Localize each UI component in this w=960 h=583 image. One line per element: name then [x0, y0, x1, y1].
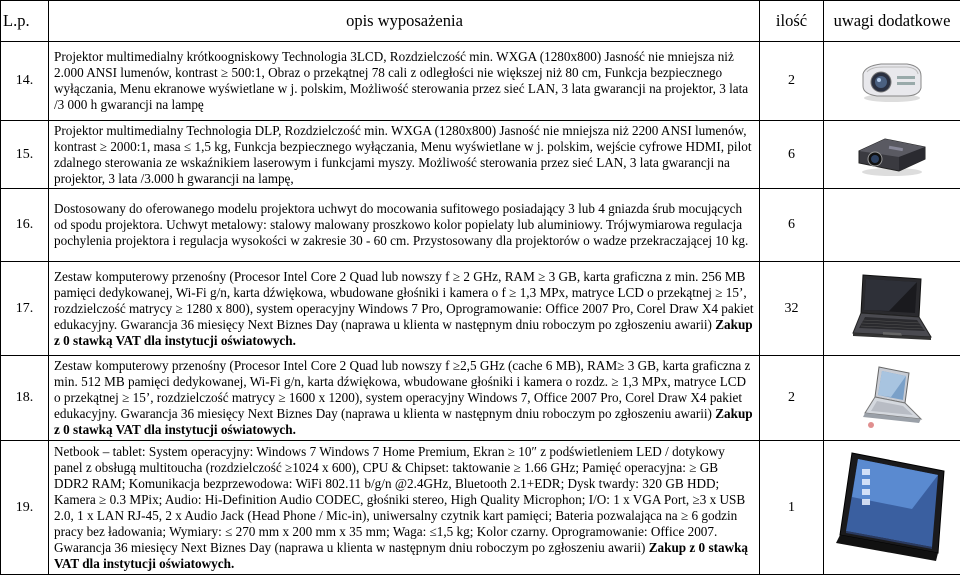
row-notes	[824, 42, 960, 121]
header-quantity: ilość	[760, 1, 824, 42]
table-row	[1, 262, 960, 356]
table-header-row	[1, 1, 960, 42]
row-description: Projektor multimedialny krótkoogniskowy Technologia 3LCD, Rozdzielczość min. WXGA (1280x800) Jasność nie mniejsza niż 2.000 ANSI lumenów, kontrast ≥ 500:1, Obraz o przekątnej 78 cali z odległości nie większej niż 80 cm, Funkcja bezpiecznego wyłączania, Menu ekranowe wyświetlane w j. polskim, Możliwość sterowania przez sieć LAN, 3 lata gwarancji na projektor, 3 lata /3 000 h gwarancji na lampę	[49, 42, 760, 121]
table-row	[1, 441, 960, 575]
table-row	[1, 42, 960, 121]
projector-icon	[824, 133, 960, 177]
table-row	[1, 189, 960, 262]
header-lp: L.p.	[1, 1, 49, 42]
row-number: 19.	[1, 441, 49, 575]
row-quantity: 32	[760, 262, 824, 356]
tablet-netbook-icon	[824, 449, 960, 567]
table-row	[1, 121, 960, 189]
row-notes	[824, 189, 960, 262]
row-description: Projektor multimedialny Technologia DLP, Rozdzielczość min. WXGA (1280x800) Jasność nie mniejsza niż 2200 ANSI lumenów, kontrast ≥ 2000:1, masa ≤ 1,5 kg, Funkcja bezpiecznego wyłączania, Menu wyświetlane w j. polskim, wejście cyfrowe HDMI, pilot zdalnego sterowania ze wskaźnikiem laserowym i funkcjami myszy. Możliwość sterowania przez sieć LAN, 3 lata gwarancji na projektor, 3 lata /3.000 h gwarancji na lampę,	[49, 121, 760, 189]
row-notes	[824, 121, 960, 189]
row-quantity: 6	[760, 121, 824, 189]
laptop-icon	[824, 363, 960, 433]
header-description: opis wyposażenia	[49, 1, 760, 42]
row-description: Dostosowany do oferowanego modelu projektora uchwyt do mocowania sufitowego posiadający 3 lub 4 gniazda śrub mocujących od spodu projektora. Uchwyt metalowy: stalowy malowany proszkowo kolor popielaty lub aluminiowy. Trójwymiarowa regulacja pochylenia projektora i regulacja wysokości w zakresie 30 - 60 cm. Przystosowany dla projektorów o wadze przekraczającej 10 kg.	[49, 189, 760, 262]
laptop-icon	[824, 271, 960, 347]
row-number: 18.	[1, 356, 49, 441]
row-quantity: 2	[760, 356, 824, 441]
row-quantity: 1	[760, 441, 824, 575]
row-number: 15.	[1, 121, 49, 189]
row-description: Netbook – tablet: System operacyjny: Windows 7 Windows 7 Home Premium, Ekran ≥ 10″ z podświetleniem LED / dotykowy panel z obsługą multitoucha (rozdzielczość ≥1024 x 600), CPU & Chipset: taktowanie ≥ 1.66 GHz; Pamięć operacyjna: ≥ GB DDR2 RAM; Komunikacja bezprzewodowa: WiFi 802.11 b/g/n @2.4GHz, Bluetooth 2.1+EDR; Dysk twardy: 320 GB HDD; Kamera ≥ 0.3 MPix; Audio: Hi-Definition Audio CODEC, głośniki stereo, High Quality Microphon; I/O: 1 x VGA Port, ≥3 x USB 2.0, 1 x LAN RJ-45, 2 x Audio Jack (Head Phone / Mic-in), uniwersalny czytnik kart pamięci; Bateria pozwalająca na ≥ 6 godzin pracy bez ładowania; Wymiary: ≤ 270 mm x 200 mm x 35 mm; Waga: ≤1,5 kg; Kolor czarny. Oprogramowanie: Office 2007. Gwarancja 36 miesięcy Next Biznes Day (naprawa u klienta w następnym dniu roboczym po zgłoszeniu awarii) Zakup z 0 stawką VAT dla instytucji oświatowych.	[49, 441, 760, 575]
row-notes	[824, 441, 960, 575]
header-notes: uwagi dodatkowe	[824, 1, 960, 42]
row-notes	[824, 356, 960, 441]
table-row	[1, 356, 960, 441]
row-description: Zestaw komputerowy przenośny (Procesor Intel Core 2 Quad lub nowszy f ≥ 2 GHz, RAM ≥ 3 GB, karta graficzna z min. 256 MB pamięci dedykowanej, Wi-Fi g/n, karta dźwiękowa, wbudowane głośniki i kamera o f ≥ 1,3 MPx, matryce LCD o przekątnej ≥ 15’, rozdzielczość matrycy ≥ 1280 x 800), system operacyjny Windows 7 Pro, Oprogramowanie: Office 2007 Pro, Corel Draw X4 pakiet edukacyjny. Gwarancja 36 miesięcy Next Biznes Day (naprawa u klienta w następnym dniu roboczym po zgłoszeniu awarii) Zakup z 0 stawką VAT dla instytucji oświatowych.	[49, 262, 760, 356]
row-number: 14.	[1, 42, 49, 121]
row-number: 16.	[1, 189, 49, 262]
row-notes	[824, 262, 960, 356]
row-number: 17.	[1, 262, 49, 356]
row-quantity: 2	[760, 42, 824, 121]
row-quantity: 6	[760, 189, 824, 262]
projector-icon	[824, 58, 960, 104]
row-description: Zestaw komputerowy przenośny (Procesor Intel Core 2 Quad lub nowszy f ≥2,5 GHz (cache 6 MB), RAM≥ 3 GB, karta graficzna z min. 512 MB pamięci dedykowanej, Wi-Fi g/n, karta dźwiękowa, wbudowane głośniki i kamera o rozdz. ≥ 1,3 MPx, matryce LCD o przekątnej ≥ 15’, rozdzielczość matrycy ≥ 1600 x 1200), system operacyjny Windows 7, Office 2007 Pro, Corel Draw X4 pakiet edukacyjny. Gwarancja 36 miesięcy Next Biznes Day (naprawa u klienta w następnym dniu roboczym po zgłoszeniu awarii) Zakup z 0 stawką VAT dla instytucji oświatowych.	[49, 356, 760, 441]
